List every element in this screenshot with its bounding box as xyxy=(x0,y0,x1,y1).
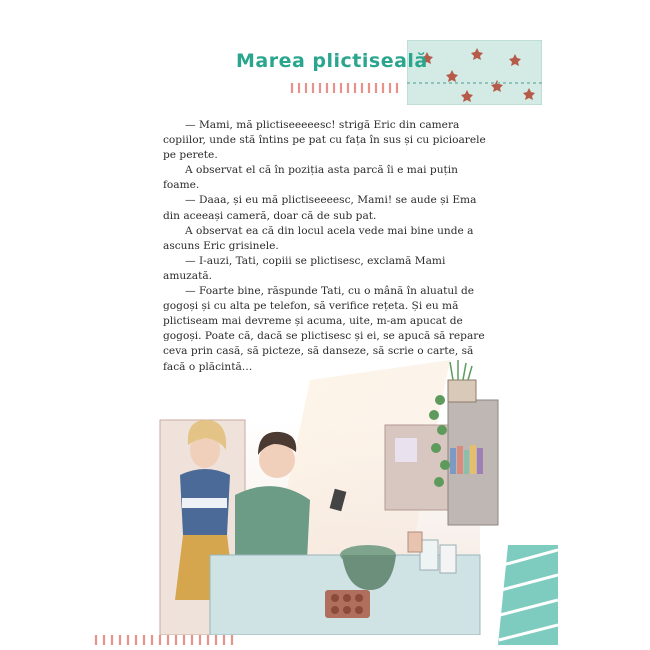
decorative-dashes xyxy=(93,635,243,645)
page-title: Marea plictiseală xyxy=(236,50,428,72)
paragraph: — Foarte bine, răspunde Tati, cu o mână în aluatul de gogoși și cu alta pe telefon, să verifice rețeta. Și eu mă plictiseam mai devreme și acuma, uite, m-am apucat de gogoși. Poate că, dacă se plictisesc și ei, se apucă să repare ceva prin casă, să picteze, să danseze, să scrie o carte, să facă o plăcintă… xyxy=(163,285,485,373)
paragraph: A observat ea că din locul acela vede mai bine unde a ascuns Eric grisinele. xyxy=(163,224,474,252)
decorative-tape xyxy=(498,545,558,645)
story-text xyxy=(163,118,491,375)
paragraph: A observat el că în poziția asta parcă îi e mai puțin foame. xyxy=(163,164,458,192)
decorative-dashes xyxy=(290,82,410,94)
paragraph: — Mami, mă plictiseeeeesc! strigă Eric din camera copiilor, unde stă întins pe pat cu fața în sus și cu picioarele pe perete. xyxy=(163,119,486,162)
kitchen-illustration xyxy=(150,360,550,635)
paragraph: — I-auzi, Tati, copiii se plictisesc, exclamă Mami amuzată. xyxy=(163,254,446,282)
paragraph: — Daaa, și eu mă plictiseeeesc, Mami! se aude și Ema din aceeași cameră, doar că de sub pat. xyxy=(163,194,477,222)
